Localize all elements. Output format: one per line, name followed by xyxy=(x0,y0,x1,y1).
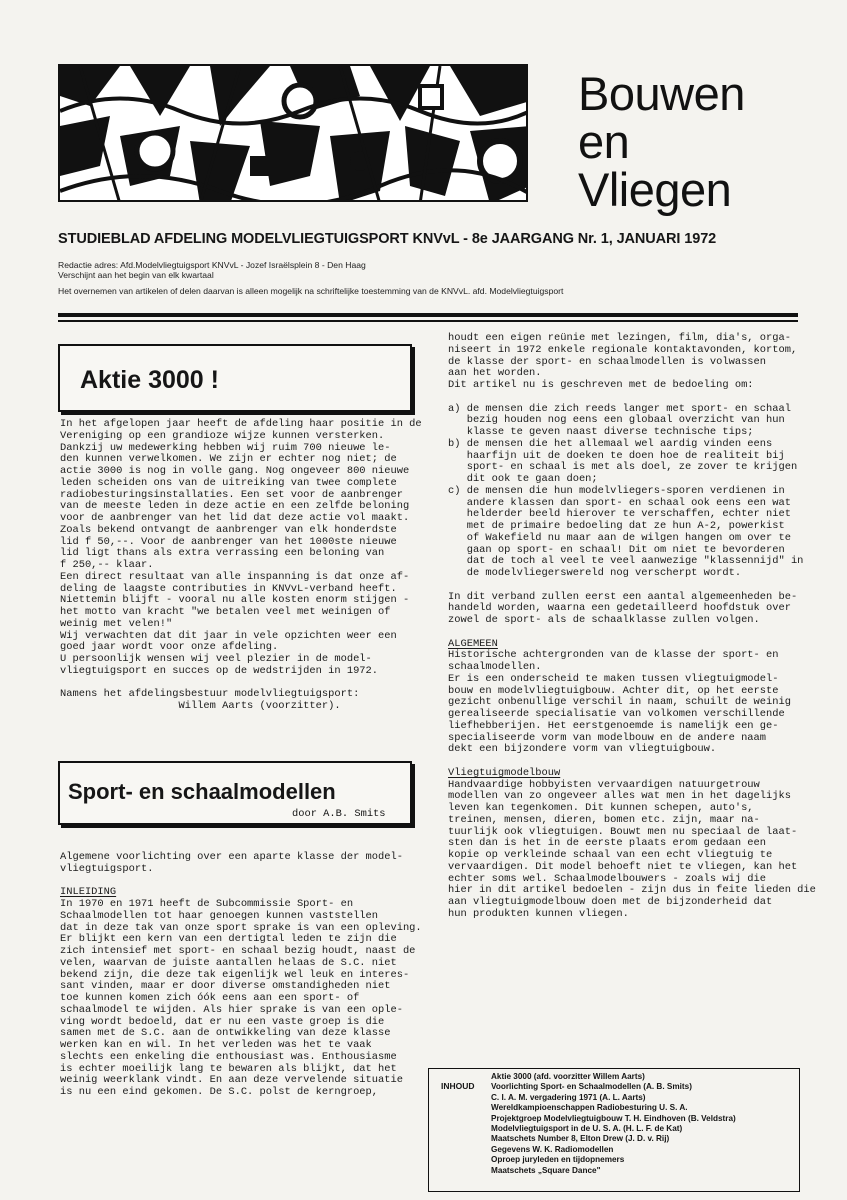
text-line: treinen, mensen, dieren, bomen etc. zijn, maar na- xyxy=(448,813,760,826)
text-line: In dit verband zullen eerst een aantal algemeenheden be- xyxy=(448,590,798,603)
text-line: deling de laagste contributies in KNVvL-verband heeft. xyxy=(60,582,397,595)
text-line: bekend zijn, die deze tak eigenlijk wel leuk en interes- xyxy=(60,968,410,981)
text-line: voor de aanbrenger van het lid dat deze actie vol maakt. xyxy=(60,512,410,524)
text-line: Handvaardige hobbyisten vervaardigen natuurgetrouw xyxy=(448,778,760,791)
title-line-2: en xyxy=(578,115,630,168)
text-line: zowel de sport- als de schaalklasse zullen volgen. xyxy=(448,614,760,626)
text-line: gaan op sport- en schaal! Dit om niet te bevorderen xyxy=(448,543,785,556)
text-line: bezig houden nog eens een globaal overzicht van hun xyxy=(448,414,785,427)
text-line: hier in dit artikel bedoelen - zijn dus in feite lieden die xyxy=(448,884,816,897)
text-line: werken kan en wil. In het verleden was het te vaak xyxy=(60,1039,372,1051)
text-line: Wij verwachten dat dit jaar in vele opzichten weer een xyxy=(60,629,397,642)
publication-note: Verschijnt aan het begin van elk kwartaal xyxy=(58,270,214,280)
text-line: haarfijn uit de doeken te doen hoe de realiteit bij xyxy=(448,449,785,462)
text-line: weinig met velen!" xyxy=(60,617,173,630)
text-line: Vliegtuigmodelbouw xyxy=(448,766,561,779)
copyright-note: Het overnemen van artikelen of delen daarvan is alleen mogelijk na schriftelijke toestemming van de KNVvL. afd. Modelvliegtuigsport xyxy=(58,286,564,296)
text-line: andere klassen dan sport- en schaal ook eens een wat xyxy=(448,496,791,509)
text-line: den kunnen verwelkomen. We zijn er echter nog niet; de xyxy=(60,453,397,466)
text-line: samen met de S.C. aan de ontwikkeling van deze klasse xyxy=(60,1027,391,1040)
toc-list xyxy=(491,1072,736,1176)
text-line: gerealiseerde specialisatie van volkomen verschillende xyxy=(448,708,785,720)
toc-item: Oproep juryleden en tijdopnemers xyxy=(491,1155,625,1165)
text-line: niseert in 1972 enkele regionale kontaktavonden, kortom, xyxy=(448,343,798,356)
toc-item: Modelvliegtuigsport in de U. S. A. (H. L. F. de Kat) xyxy=(491,1124,683,1134)
text-line: dekt een bijzondere vorm van vliegtuigbouw. xyxy=(448,743,717,756)
text-line: bouw en modelvliegtuigbouw. Achter dit, op het eerste xyxy=(448,684,779,697)
magazine-subtitle: STUDIEBLAD AFDELING MODELVLIEGTUIGSPORT KNVvL - 8e JAARGANG Nr. 1, JANUARI 1972 xyxy=(58,231,717,247)
text-line: Namens het afdelingsbestuur modelvliegtuigsport: xyxy=(60,688,360,701)
text-line: Dankzij uw medewerking hebben wij ruim 700 nieuwe le- xyxy=(60,441,391,454)
text-line: sten dan is het in de eerste plaats erom gedaan een xyxy=(448,837,767,850)
text-line: Historische achtergronden van de klasse der sport- en xyxy=(448,649,779,662)
text-line: velen, waarvan de juiste aantallen helaas de S.C. niet xyxy=(60,956,397,969)
text-line: leden scheiden ons van de uitreiking van twee complete xyxy=(60,476,397,489)
text-line: schaalmodel te wijden. Als hier sprake is van een ople- xyxy=(60,1003,403,1016)
text-line: houdt een eigen reünie met lezingen, film, dia's, orga- xyxy=(448,332,791,344)
toc-item: Gegevens W. K. Radiomodellen xyxy=(491,1144,614,1154)
text-line: c) de mensen die hun modelvliegers-sporen verdienen in xyxy=(448,484,785,497)
text-line: b) de mensen die het allemaal wel aardig vinden eens xyxy=(448,437,773,450)
text-line: van de meeste leden in deze actie en een zelfde beloning xyxy=(60,500,410,513)
text-line: f 250,-- klaar. xyxy=(60,559,154,571)
text-line: Een direct resultaat van alle inspanning is dat onze af- xyxy=(60,570,410,583)
title-line-1: Bouwen xyxy=(578,67,745,120)
text-line: Er is een onderscheid te maken tussen vliegtuigmodel- xyxy=(448,672,779,685)
text-line: helderder beeld hierover te verschaffen, echter niet xyxy=(448,508,791,521)
text-line: In het afgelopen jaar heeft de afdeling haar positie in de xyxy=(60,418,422,430)
article-sport-schaal-left-column xyxy=(60,852,422,1099)
text-line: Er blijkt een kern van een dertigtal leden te zijn die xyxy=(60,933,397,946)
text-line: goed jaar wordt voor onze afdeling. xyxy=(60,641,279,654)
text-line: handeld worden, waarna een gedetailleerd hoofdstuk over xyxy=(448,602,791,615)
text-line: Vereniging op een grandioze wijze kunnen versterken. xyxy=(60,429,385,442)
editorial-address: Redactie adres: Afd.Modelvliegtuigsport KNVvL - Jozef Israëlsplein 8 - Den Haag xyxy=(58,260,366,270)
text-line: kopie op verkleinde schaal van een echt vliegtuig te xyxy=(448,849,773,861)
toc-item: Wereldkampioenschappen Radiobesturing U. S. A. xyxy=(491,1103,688,1113)
text-line: echter soms wel. Schaalmodelbouwers - zoals wij die xyxy=(448,872,767,885)
text-line: sant vinden, maar er door diverse omstandigheden niet xyxy=(60,980,391,993)
text-line: lid f 50,--. Voor de aanbrenger van het 1000ste nieuwe xyxy=(60,535,397,548)
text-line: hun produkten kunnen vliegen. xyxy=(448,907,629,920)
table-of-contents xyxy=(428,1068,800,1192)
text-line: zich intensief met sport- en schaal bezig houdt, naast de xyxy=(60,945,416,957)
text-line: tuurlijk ook vliegtuigen. Bouwt men nu speciaal de laat- xyxy=(448,825,798,838)
text-line: modellen van zo ongeveer alles wat men in het dagelijks xyxy=(448,790,791,803)
text-line: U persoonlijk wensen wij veel plezier in de model- xyxy=(60,653,372,665)
text-line xyxy=(448,627,816,639)
text-line: vliegtuigsport en succes op de wedstrijden in 1972. xyxy=(60,664,379,677)
article-heading-sport-schaal: Sport- en schaalmodellen xyxy=(58,761,412,825)
text-line: liefhebberijen. Het eerstgenoemde is namelijk een ge- xyxy=(448,719,779,732)
header-banner-artwork xyxy=(58,64,528,202)
text-line: of Wakefield nu maar aan de wilgen hangen om over te xyxy=(448,531,791,544)
article-aktie-3000-body xyxy=(60,419,422,713)
abstract-artwork xyxy=(60,66,528,202)
text-line: weinig weerklank vindt. En aan deze vervelende situatie xyxy=(60,1074,403,1087)
toc-item: Voorlichting Sport- en Schaalmodellen (A. B. Smits) xyxy=(491,1082,692,1092)
text-line: Willem Aarts (voorzitter). xyxy=(60,700,341,712)
text-line: Niettemin blijft - vooral nu alle kosten enorm stijgen - xyxy=(60,594,410,607)
text-line: In 1970 en 1971 heeft de Subcommissie Sport- en xyxy=(60,898,354,910)
text-line: lid ligt thans als extra verrassing een beloning van xyxy=(60,547,385,560)
text-line: slechts een enkeling die enthousiast was. Enthousiasme xyxy=(60,1050,397,1063)
header-divider-thick xyxy=(58,313,798,317)
header-divider-thin xyxy=(58,320,798,322)
text-line xyxy=(448,756,816,768)
text-line: schaalmodellen. xyxy=(448,661,542,673)
toc-label: INHOUD xyxy=(441,1081,475,1091)
text-line: dat in deze tak van onze sport sprake is van een opleving. xyxy=(60,921,422,934)
toc-item: C. I. A. M. vergadering 1971 (A. L. Aarts) xyxy=(491,1092,646,1102)
article-sport-schaal-right-column xyxy=(448,333,816,921)
text-line: dat de toch al veel te veel aanwezige "klassennijd" in xyxy=(448,555,804,568)
text-line: gezicht onbenullige verschil in naam, schuilt de weinig xyxy=(448,696,791,709)
text-line: Algemene voorlichting over een aparte klasse der model- xyxy=(60,851,403,863)
article-heading-aktie-3000: Aktie 3000 ! xyxy=(58,344,412,412)
text-line xyxy=(448,580,816,592)
toc-item: Maatschets „Square Dance" xyxy=(491,1165,601,1175)
toc-item: Projektgroep Modelvliegtuigbouw T. H. Eindhoven (B. Veldstra) xyxy=(491,1113,736,1123)
article-byline: door A.B. Smits xyxy=(292,808,386,820)
text-line xyxy=(448,392,816,404)
text-line: aan het worden. xyxy=(448,367,542,380)
toc-item: Maatschets Number 8, Elton Drew (J. D. v. Rij) xyxy=(491,1134,670,1144)
text-line: leven kan tegenkomen. Dit kunnen schepen, auto's, xyxy=(448,802,754,814)
text-line: toe kunnen komen zich óók eens aan een sport- of xyxy=(60,992,360,1004)
text-line: ALGEMEEN xyxy=(448,637,498,650)
text-line: vliegtuigsport. xyxy=(60,862,154,875)
toc-item: Aktie 3000 (afd. voorzitter Willem Aarts) xyxy=(491,1072,645,1081)
text-line: Zoals bekend ontvangt de aanbrenger van elk honderdste xyxy=(60,523,397,536)
text-line: is echter moeilijk lang te bewaren als blijkt, dat het xyxy=(60,1062,397,1075)
text-line: radiobesturingsinstallaties. Een set voor de aanbrenger xyxy=(60,488,403,501)
text-line: Dit artikel nu is geschreven met de bedoeling om: xyxy=(448,379,754,391)
text-line: specialiseerde vorm van modelbouw en de andere naam xyxy=(448,731,767,744)
text-line: vervaardigen. Dit model behoeft niet te vliegen, kan het xyxy=(448,860,798,873)
text-line: sport- en schaal is met als doel, ze zover te krijgen xyxy=(448,461,798,474)
text-line: klasse te geven naast diverse technische tips; xyxy=(448,426,754,438)
text-line: actie 3000 is nog in volle gang. Nog ongeveer 800 nieuwe xyxy=(60,465,410,477)
text-line: aan vliegtuigmodelbouw doen met de bijzonderheid dat xyxy=(448,896,773,908)
text-line: INLEIDING xyxy=(60,886,117,899)
magazine-title xyxy=(578,67,818,216)
text-line: Schaalmodellen tot haar genoegen kunnen vaststellen xyxy=(60,909,379,922)
title-line-3: Vliegen xyxy=(578,163,732,216)
text-line: dit ook te gaan doen; xyxy=(448,473,598,485)
text-line: is nu een eind gekomen. De S.C. polst de kerngroep, xyxy=(60,1086,379,1098)
text-line: ving wordt bedoeld, dat er nu een vaste groep is die xyxy=(60,1015,385,1028)
text-line: met de primaire bedoeling dat ze hun A-2, powerkist xyxy=(448,520,785,532)
text-line: het motto van kracht "we betalen veel met weinigen of xyxy=(60,606,391,618)
text-line: de klasse der sport- en schaalmodellen is volwassen xyxy=(448,355,767,368)
text-line: a) de mensen die zich reeds langer met sport- en schaal xyxy=(448,402,791,415)
text-line: de modelvliegerswereld nog verscherpt wordt. xyxy=(448,567,742,579)
